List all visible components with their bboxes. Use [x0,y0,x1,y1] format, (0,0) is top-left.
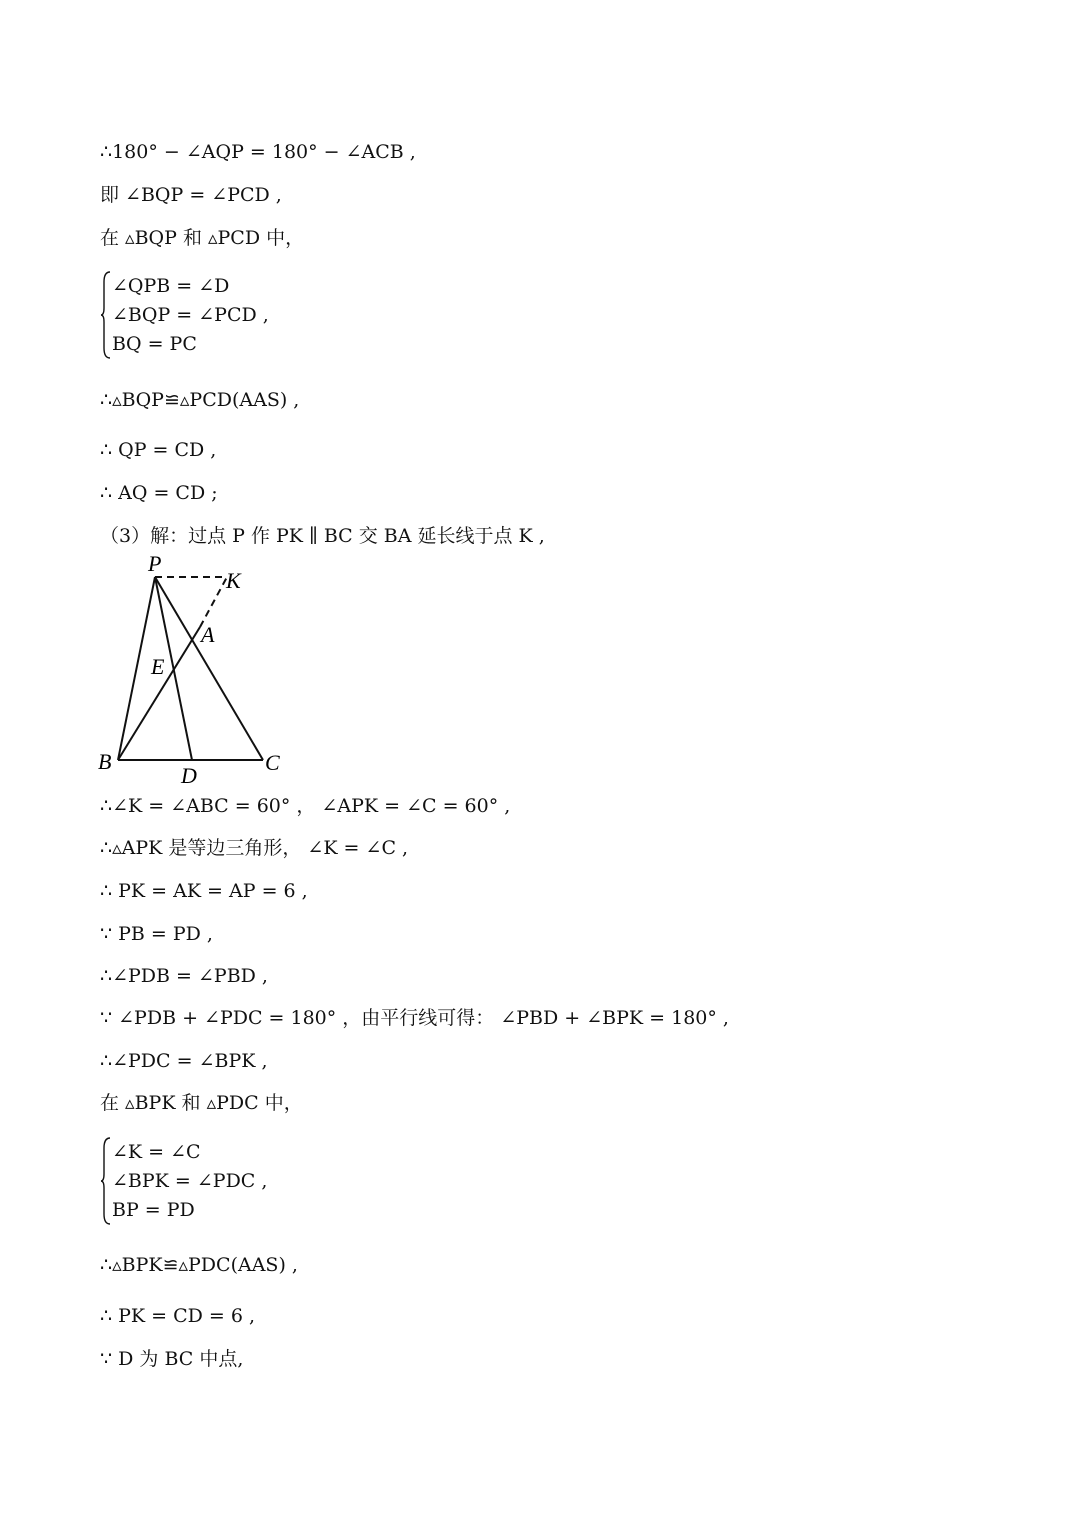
text-line-10: ∴ PK = AK = AP = 6 , [100,880,308,902]
system-row: BQ = PC [112,333,197,355]
label-B: B [98,749,112,774]
text-line-8: ∴∠K = ∠ABC = 60° ， ∠APK = ∠C = 60° , [100,795,511,817]
brace-icon [100,270,112,360]
text-line-18: ∵ D 为 BC 中点, [100,1348,244,1370]
text-line-14: ∴∠PDC = ∠BPK , [100,1050,268,1072]
system-row: ∠BQP = ∠PCD , [112,304,269,326]
geometry-figure [90,550,300,790]
brace-icon [100,1136,112,1226]
label-D: D [181,763,197,788]
segment-PC [155,577,263,760]
text-line-3: 在 ▵BQP 和 ▵PCD 中， [100,227,305,249]
segment-AK-dashed [200,577,227,627]
text-line-2: 即 ∠BQP = ∠PCD , [100,184,282,206]
text-line-16: ∴▵BPK≌▵PDC(AAS) , [100,1254,298,1276]
system-row: ∠K = ∠C [112,1141,201,1163]
text-line-12: ∴∠PDB = ∠PBD , [100,965,268,987]
text-line-7: （3）解：过点 P 作 PK ∥ BC 交 BA 延长线于点 K , [100,525,545,547]
text-line-17: ∴ PK = CD = 6 , [100,1305,256,1327]
text-line-5: ∴ QP = CD , [100,439,217,461]
text-line-4: ∴▵BQP≌▵PCD(AAS) , [100,389,300,411]
label-K: K [226,568,241,593]
system-row: ∠BPK = ∠PDC , [112,1170,268,1192]
text-line-1: ∴180° − ∠AQP = 180° − ∠ACB , [100,141,416,163]
label-A: A [201,622,215,647]
segment-PB [118,577,155,760]
system-row: BP = PD [112,1199,195,1221]
text-line-9: ∴▵APK 是等边三角形， ∠K = ∠C , [100,837,409,859]
text-line-13: ∵ ∠PDB + ∠PDC = 180° ，由平行线可得： ∠PBD + ∠BPK = 180° , [100,1007,729,1029]
label-C: C [265,750,280,775]
system-row: ∠QPB = ∠D [112,275,230,297]
text-line-6: ∴ AQ = CD ; [100,482,218,504]
label-P: P [148,551,162,576]
text-line-15: 在 ▵BPK 和 ▵PDC 中， [100,1092,303,1114]
label-E: E [151,654,165,679]
text-line-11: ∵ PB = PD , [100,923,213,945]
